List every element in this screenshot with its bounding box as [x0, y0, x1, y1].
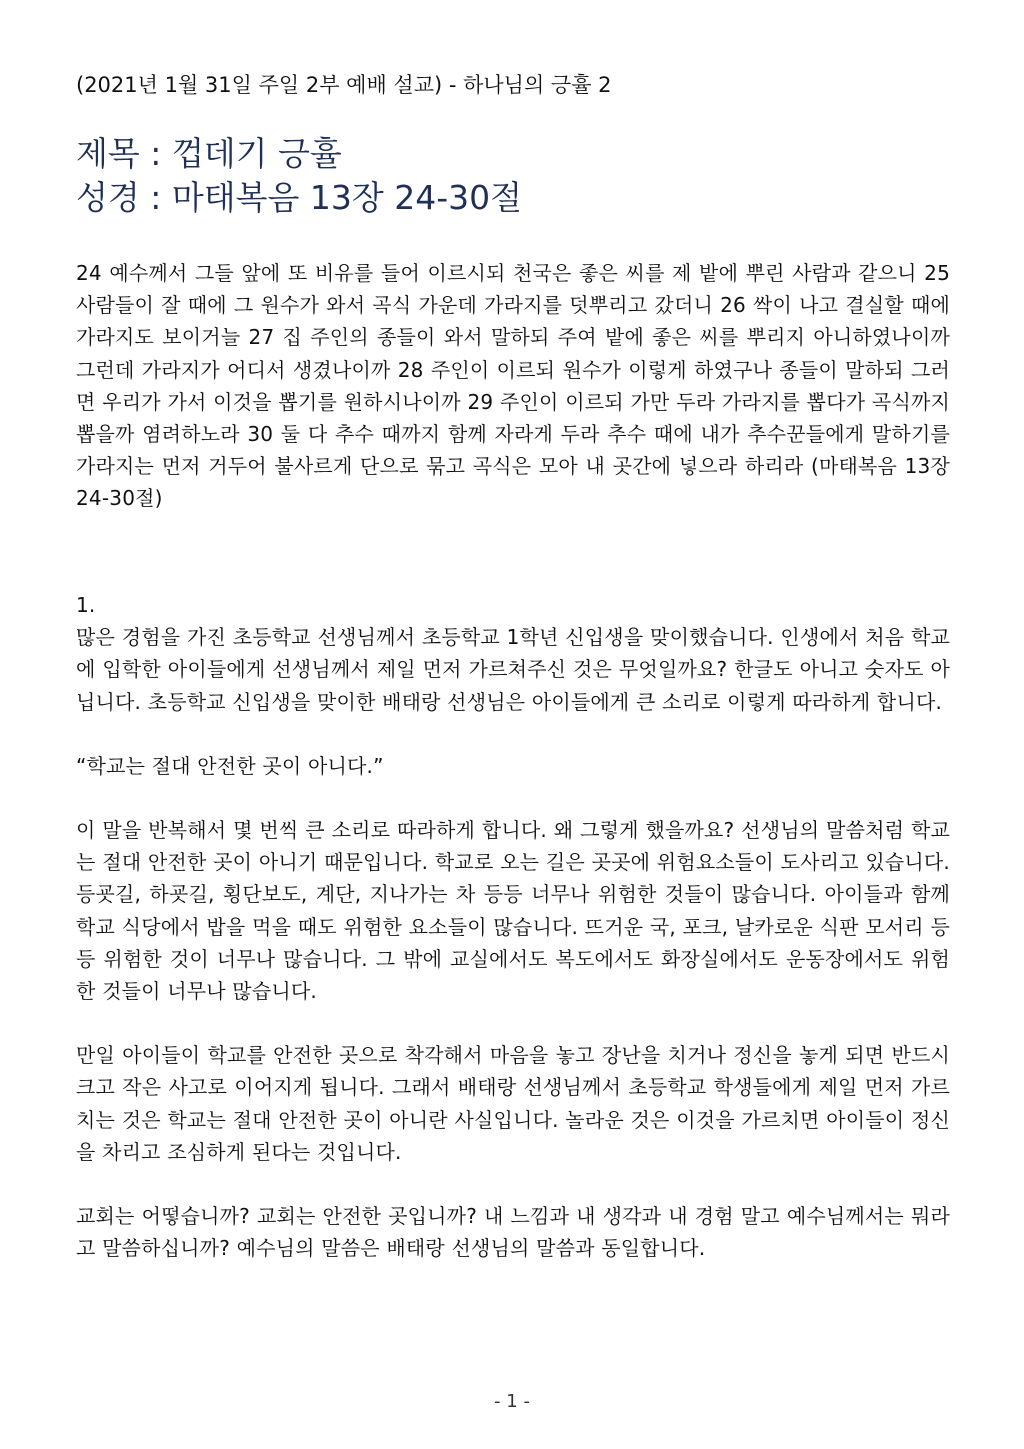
sermon-header: (2021년 1월 31일 주일 2부 예배 설교) - 하나님의 긍휼 2 — [76, 73, 612, 97]
quote-paragraph: “학교는 절대 안전한 곳이 아니다.” — [76, 753, 384, 778]
section-number: 1. — [76, 593, 96, 617]
scripture-text-block — [76, 257, 950, 515]
paragraph-gap — [76, 718, 950, 750]
paragraph-4: 만일 아이들이 학교를 안전한 곳으로 착각해서 마음을 놓고 장난을 치거나 정신을 놓게 되면 반드시 크고 작은 사고로 이어지게 됩니다. 그래서 배태랑 선생님께서 초등학교 학생들에게 제일 먼저 가르치는 것은 학교는 절대 안전한 곳이 아니란 사실입니다. 놀라운 것은 이것을 가르치면 아이들이 정신을 차리고 조심하게 된다는 것입니다. — [76, 1043, 950, 1164]
paragraph-gap — [76, 1168, 950, 1200]
sermon-section-1 — [76, 589, 950, 1264]
sermon-title-block — [76, 132, 956, 220]
scripture-text: 24 예수께서 그들 앞에 또 비유를 들어 이르시되 천국은 좋은 씨를 제 밭에 뿌린 사람과 같으니 25 사람들이 잘 때에 그 원수가 와서 곡식 가운데 가라지를 덧뿌리고 갔더니 26 싹이 나고 결실할 때에 가라지도 보이거늘 27 집 주인의 종들이 와서 말하되 주여 밭에 좋은 씨를 뿌리지 아니하였나이까 그런데 가라지가 어디서 생겼나이까 28 주인이 이르되 원수가 이렇게 하였구나 종들이 말하되 그러면 우리가 가서 이것을 뽑기를 원하시나이까 29 주인이 이르되 가만 두라 가라지를 뽑다가 곡식까지 뽑을까 염려하노라 30 둘 다 추수 때까지 함께 자라게 두라 추수 때에 내가 추수꾼들에게 말하기를 가라지는 먼저 거두어 불사르게 단으로 묶고 곡식은 모아 내 곳간에 넣으라 하리라 (마태복음 13장 24-30절) — [76, 261, 950, 511]
paragraph-3: 이 말을 반복해서 몇 번씩 큰 소리로 따라하게 합니다. 왜 그렇게 했을까요? 선생님의 말씀처럼 학교는 절대 안전한 곳이 아니기 때문입니다. 학교로 오는 길은 곳곳에 위험요소들이 도사리고 있습니다. 등굣길, 하굣길, 횡단보도, 계단, 지나가는 차 등등 너무나 위험한 것들이 많습니다. 아이들과 함께 학교 식당에서 밥을 먹을 때도 위험한 요소들이 많습니다. 뜨거운 국, 포크, 날카로운 식판 모서리 등등 위험한 것이 너무나 많습니다. 그 밖에 교실에서도 복도에서도 화장실에서도 운동장에서도 위험한 것들이 너무나 많습니다. — [76, 818, 950, 1004]
scripture-reference: 성경 : 마태복음 13장 24-30절 — [76, 178, 522, 217]
paragraph-gap — [76, 1007, 950, 1039]
page-number: - 1 - — [494, 1391, 530, 1412]
paragraph-5: 교회는 어떻습니까? 교회는 안전한 곳입니까? 내 느낌과 내 생각과 내 경험 말고 예수님께서는 뭐라고 말씀하십니까? 예수님의 말씀은 배태랑 선생님의 말씀과 동일합니다. — [76, 1204, 950, 1261]
paragraph-gap — [76, 782, 950, 814]
paragraph-1: 많은 경험을 가진 초등학교 선생님께서 초등학교 1학년 신입생을 맞이했습니다. 인생에서 처음 학교에 입학한 아이들에게 선생님께서 제일 먼저 가르쳐주신 것은 무엇일까요? 한글도 아니고 숫자도 아닙니다. 초등학교 신입생을 맞이한 배태랑 선생님은 아이들에게 큰 소리로 이렇게 따라하게 합니다. — [76, 625, 950, 714]
sermon-title: 제목 : 껍데기 긍휼 — [76, 134, 342, 173]
